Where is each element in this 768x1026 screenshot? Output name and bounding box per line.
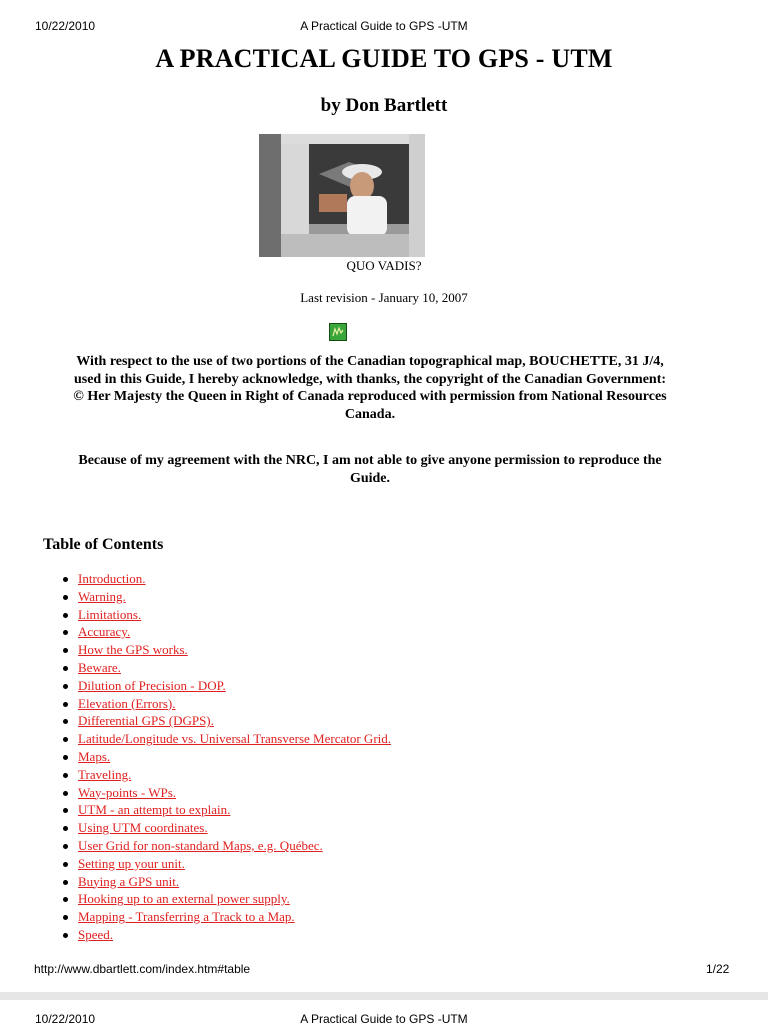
toc-item	[0, 766, 700, 784]
last-revision: Last revision - January 10, 2007	[300, 290, 468, 305]
toc-link-introduction[interactable]: Introduction.	[78, 571, 146, 586]
author-photo	[259, 134, 425, 257]
toc-link-user-grid[interactable]: User Grid for non-standard Maps, e.g. Québec.	[78, 837, 323, 853]
toc-item	[0, 606, 700, 624]
copyright-line: © Her Majesty the Queen in Right of Canada reproduced with permission from National Resources	[73, 389, 667, 404]
toc-item	[0, 837, 700, 855]
toc-link-maps[interactable]: Maps.	[78, 748, 111, 764]
toc-link-buying[interactable]: Buying a GPS unit.	[78, 873, 180, 889]
table-of-contents	[0, 570, 700, 944]
toc-item	[0, 712, 700, 730]
toc-link-how-gps-works[interactable]: How the GPS works.	[78, 642, 188, 658]
agreement-line: Because of my agreement with the NRC, I am not able to give anyone permission to reproduce the	[78, 453, 662, 468]
photo-caption: QUO VADIS?	[346, 258, 422, 273]
toc-item	[0, 730, 700, 748]
toc-item	[0, 659, 700, 677]
byline: by Don Bartlett	[320, 95, 448, 116]
copyright-line: With respect to the use of two portions of the Canadian topographical map, BOUCHETTE, 31 J/4,	[76, 354, 664, 369]
toc-item	[0, 819, 700, 837]
copyright-paragraph	[50, 353, 690, 423]
toc-link-beware[interactable]: Beware.	[78, 659, 121, 675]
toc-link-mapping[interactable]: Mapping - Transferring a Track to a Map.	[78, 909, 295, 925]
toc-link-utm-explain[interactable]: UTM - an attempt to explain.	[78, 802, 231, 818]
toc-item	[0, 641, 700, 659]
toc-link-warning[interactable]: Warning.	[78, 588, 126, 604]
toc-link-limitations[interactable]: Limitations.	[78, 606, 142, 622]
toc-link-elevation[interactable]: Elevation (Errors).	[78, 695, 176, 711]
toc-link-speed[interactable]: Speed.	[78, 926, 114, 942]
copyright-line: used in this Guide, I hereby acknowledge, with thanks, the copyright of the Canadian Government:	[73, 371, 667, 387]
toc-link-lat-long-vs-utm[interactable]: Latitude/Longitude vs. Universal Transverse Mercator Grid.	[78, 731, 392, 747]
page-divider	[0, 992, 768, 1000]
print-footer-url: http://www.dbartlett.com/index.htm#table	[34, 962, 251, 976]
toc-link-dop[interactable]: Dilution of Precision - DOP.	[78, 677, 226, 693]
toc-link-traveling[interactable]: Traveling.	[78, 766, 132, 782]
toc-link-dgps[interactable]: Differential GPS (DGPS).	[78, 713, 214, 729]
toc-link-accuracy[interactable]: Accuracy.	[78, 624, 131, 640]
toc-item	[0, 890, 700, 908]
toc-item	[0, 926, 700, 944]
toc-item	[0, 748, 700, 766]
toc-title: Table of Contents	[43, 536, 164, 553]
toc-link-using-utm[interactable]: Using UTM coordinates.	[78, 820, 208, 836]
agreement-paragraph	[50, 452, 690, 487]
print-header-date: 10/22/2010	[35, 19, 96, 33]
toc-item	[0, 623, 700, 641]
toc-item	[0, 677, 700, 695]
toc-item	[0, 588, 700, 606]
toc-link-way-points[interactable]: Way-points - WPs.	[78, 784, 177, 800]
copyright-line: Canada.	[344, 406, 396, 422]
toc-link-setting-up[interactable]: Setting up your unit.	[78, 855, 185, 871]
toc-item	[0, 695, 700, 713]
print-header-date-page2: 10/22/2010	[35, 1012, 96, 1026]
small-green-image-icon	[329, 323, 347, 341]
page-title: A PRACTICAL GUIDE TO GPS - UTM	[155, 44, 613, 73]
toc-item	[0, 855, 700, 873]
agreement-line: Guide.	[349, 470, 391, 486]
toc-item	[0, 784, 700, 802]
toc-item	[0, 801, 700, 819]
print-footer-page-number: 1/22	[706, 962, 730, 976]
toc-link-external-power[interactable]: Hooking up to an external power supply.	[78, 891, 290, 907]
print-header-title-page2: A Practical Guide to GPS -UTM	[300, 1012, 468, 1026]
print-header-title: A Practical Guide to GPS -UTM	[300, 19, 468, 33]
toc-item	[0, 570, 700, 588]
toc-item	[0, 908, 700, 926]
toc-item	[0, 873, 700, 891]
